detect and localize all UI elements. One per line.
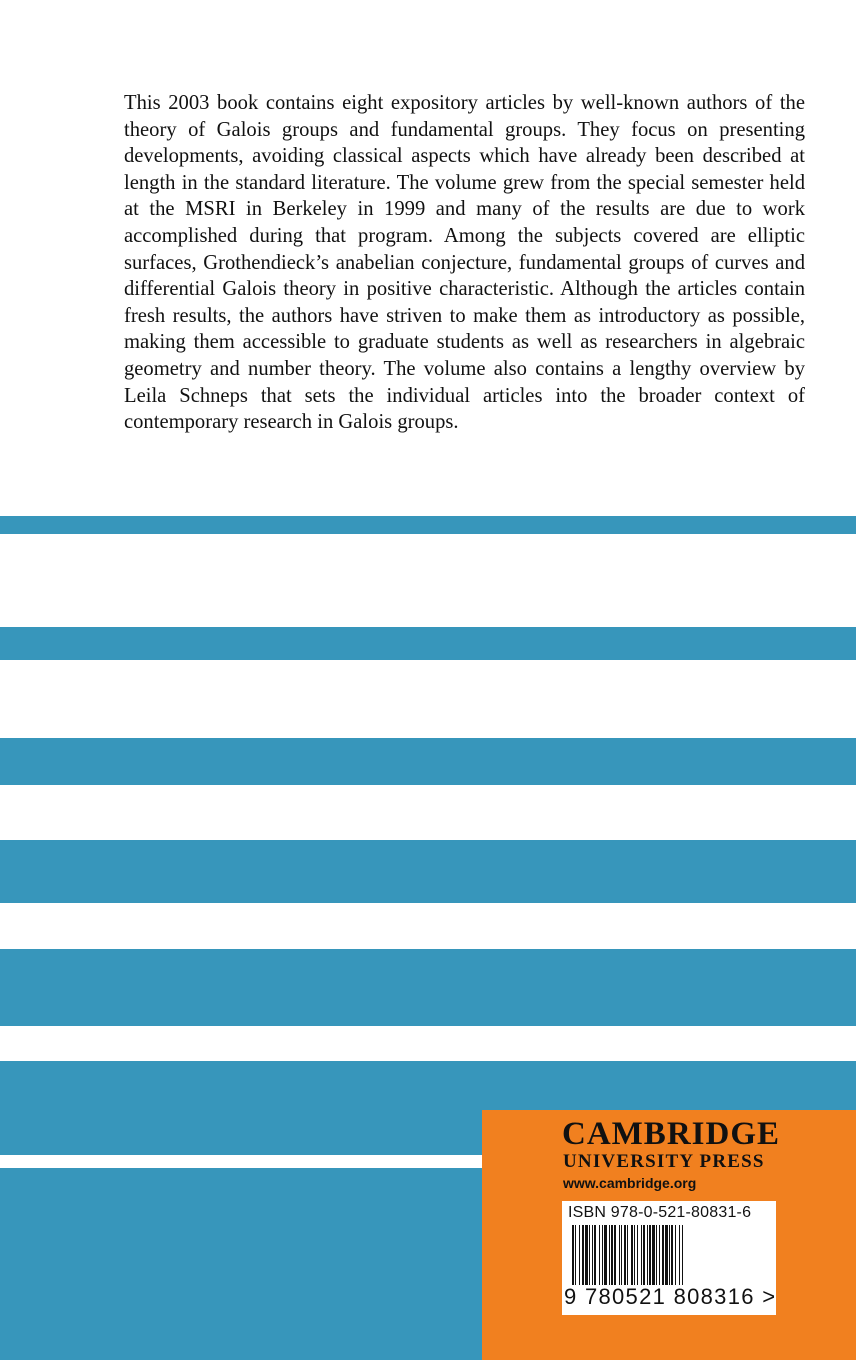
isbn-label: ISBN 978-0-521-80831-6 (568, 1204, 752, 1221)
decorative-stripe (0, 840, 856, 903)
publisher-url: www.cambridge.org (563, 1175, 697, 1191)
decorative-stripe (0, 627, 856, 660)
decorative-stripe (0, 516, 856, 534)
back-cover-blurb: This 2003 book contains eight expository articles by well-known authors of the theory of Galois groups and fundamental groups. They focus on presenting developments, avoiding classical aspects which have already been described at length in the standard literature. The volume grew from the special semester held at the MSRI in Berkeley in 1999 and many of the results are due to work accomplished during that program. Among the subjects covered are elliptic surfaces, Grothendieck’s anabelian conjecture, fundamental groups of curves and differential Galois theory in positive characteristic. Although the articles contain fresh results, the authors have striven to make them as introductory as possible, making them accessible to graduate students as well as researchers in algebraic geometry and number theory. The volume also contains a lengthy overview by Leila Schneps that sets the individual articles into the broader context of contemporary research in Galois groups. (124, 92, 805, 434)
barcode-icon (572, 1225, 768, 1289)
decorative-stripe (0, 738, 856, 785)
barcode-digits: 9 780521 808316 > (564, 1284, 777, 1309)
publisher-name: CAMBRIDGE (562, 1116, 781, 1152)
publisher-box (482, 1110, 856, 1360)
barcode-panel (562, 1201, 776, 1315)
decorative-stripe (0, 949, 856, 1026)
publisher-subtitle: UNIVERSITY PRESS (563, 1151, 765, 1172)
